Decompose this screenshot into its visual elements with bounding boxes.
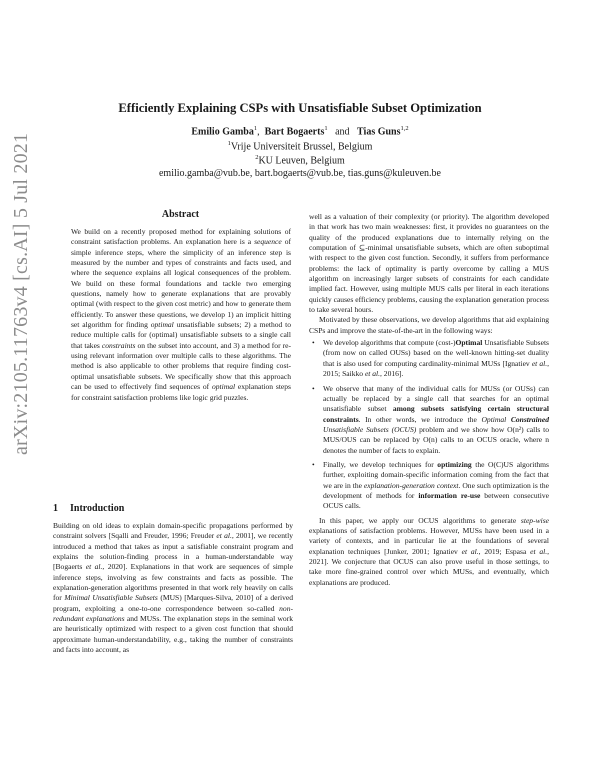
- affiliation: [0, 140, 600, 152]
- list-item: • We develop algorithms that compute (cost-)Optimal Unsatisfiable Subsets (from now on called OUSs) based on the well-known hitting-set duality that is also used for computing cardinality-minimal MUSs [Ignatiev et al., 2015; Saikko et al., 2016].: [309, 338, 549, 379]
- author-separator: ,: [257, 126, 260, 138]
- affiliation-mark: 2: [255, 154, 259, 161]
- affiliation: [0, 154, 600, 166]
- arxiv-identifier: arXiv:2105.11763v4 [cs.AI] 5 Jul 2021: [10, 132, 32, 455]
- introduction-body: [53, 521, 293, 655]
- list-item: • Finally, we develop techniques for optimizing the O(C)US algorithms further, exploiting domain-specific information coming from the fact that we are in the explanation-generation context. One such optimization is the development of methods for information re-use between consecutive OCUS calls.: [309, 460, 549, 512]
- intro-paragraph: Building on old ideas to explain domain-specific propagations performed by constraint solvers [Sqalli and Freuder, 1996; Freuder et al., 2001], we recently introduced a method that takes as input a satisfiable constraint program and explains the solution-finding process in a human-understandable way [Bogaerts et al., 2020]. Explanations in that work are sequences of simple inference steps, involving as few constraints and facts as possible. The explanation-generation algorithms presented in that work rely heavily on calls for Minimal Unsatisfiable Subsets (MUS) [Marques-Silva, 2010] of a derived program, exploiting a one-to-one correspondence between so-called non-redundant explanations and MUSs. The explanation steps in the seminal work are heuristically optimized with respect to a given cost function that should approximate human-understandability, e.g., taking the number of constraints and facts into account, as: [53, 521, 293, 655]
- author-affil-mark: 1,2: [400, 125, 409, 132]
- abstract-body: [71, 227, 291, 403]
- abstract-paragraph: We build on a recently proposed method for explaining solutions of constraint satisfaction problems. An explanation here is a sequence of simple inference steps, where the simplicity of an inference step is measured by the number and types of constraints and facts used, and where the sequence explains all logical consequences of the problem. We build on these formal foundations and tackle two emerging questions, namely how to generate explanations that are provably optimal (with respect to the given cost metric) and how to generate them efficiently. To answer these questions, we develop 1) an implicit hitting set algorithm for finding optimal unsatisfiable subsets; 2) a method to reduce multiple calls for (optimal) unsatisfiable subsets to a single call that takes constraints on the subset into account, and 3) a method for re-using relevant information over multiple calls to these algorithms. The method is also applicable to other problems that require finding cost-optimal unsatisfiable subsets. We specifically show that this approach can be used to effectively find sequences of optimal explanation steps for constraint satisfaction problems like logic grid puzzles.: [71, 227, 292, 402]
- affiliation-name: Vrije Universiteit Brussel, Belgium: [230, 141, 373, 153]
- author-name: Bart Bogaerts: [264, 126, 325, 138]
- abstract-heading: Abstract: [161, 209, 200, 220]
- body-paragraph: well as a valuation of their complexity (or priority). The algorithm developed in that work has two main weaknesses: first, it provides no guarantees on the quality of the produced explanations due to internally relying on the computation of ⊆-minimal unsatisfiable subsets, which are often suboptimal with respect to the given cost function. Secondly, it suffers from performance problems: the lack of optimality is partly overcome by calling a MUS algorithm on increasingly larger subsets of constraints for each candidate implied fact. However, using multiple MUS calls per literal in each iterations quickly causes efficiency problems, causing the explanation generation process to take several hours.: [309, 212, 549, 315]
- body-paragraph: In this paper, we apply our OCUS algorithms to generate step-wise explanations of satisfaction problems. However, MUSs have been used in a variety of contexts, and in particular lie at the foundations of several explanation techniques [Junker, 2001; Ignatiev et al., 2019; Espasa et al., 2021]. We conjecture that OCUS can also prove useful in those settings, to take more fine-grained control over which MUSs, and eventually, which explanations are produced.: [309, 515, 550, 587]
- section-number: 1: [53, 503, 58, 514]
- author-list: [0, 125, 600, 137]
- author-emails[interactable]: emilio.gamba@vub.be, bart.bogaerts@vub.be, tias.guns@kuleuven.be: [158, 168, 441, 179]
- author-name: Tias Guns: [357, 126, 401, 138]
- body-paragraph: Motivated by these observations, we develop algorithms that aid explaining CSPs and improve the state-of-the-art in the following ways:: [309, 315, 549, 335]
- section-title: Introduction: [70, 503, 125, 514]
- author-separator: and: [335, 126, 350, 138]
- author-name: Emilio Gamba: [191, 126, 254, 138]
- list-item: • We observe that many of the individual calls for MUSs (or OUSs) can actually be replaced by a single call that searches for an optimal unsatisfiable subset among subsets satisfying certain structural constraints. In other words, we introduce the Optimal Constrained Unsatisfiable Subsets (OCUS) problem and we show how O(n²) calls to MUS/OUS can be replaced by O(n) calls to an OCUS oracle, where n denotes the number of facts to explain.: [309, 384, 549, 456]
- author-affil-mark: 1: [253, 125, 258, 132]
- affiliation-mark: 1: [227, 140, 231, 147]
- paper-title: Efficiently Explaining CSPs with Unsatisfiable Subset Optimization: [118, 101, 482, 115]
- right-column: [309, 212, 549, 588]
- author-affil-mark: 1: [324, 125, 328, 132]
- contribution-list: [309, 338, 549, 512]
- section-heading-introduction: [53, 503, 136, 514]
- affiliation-name: KU Leuven, Belgium: [258, 155, 345, 167]
